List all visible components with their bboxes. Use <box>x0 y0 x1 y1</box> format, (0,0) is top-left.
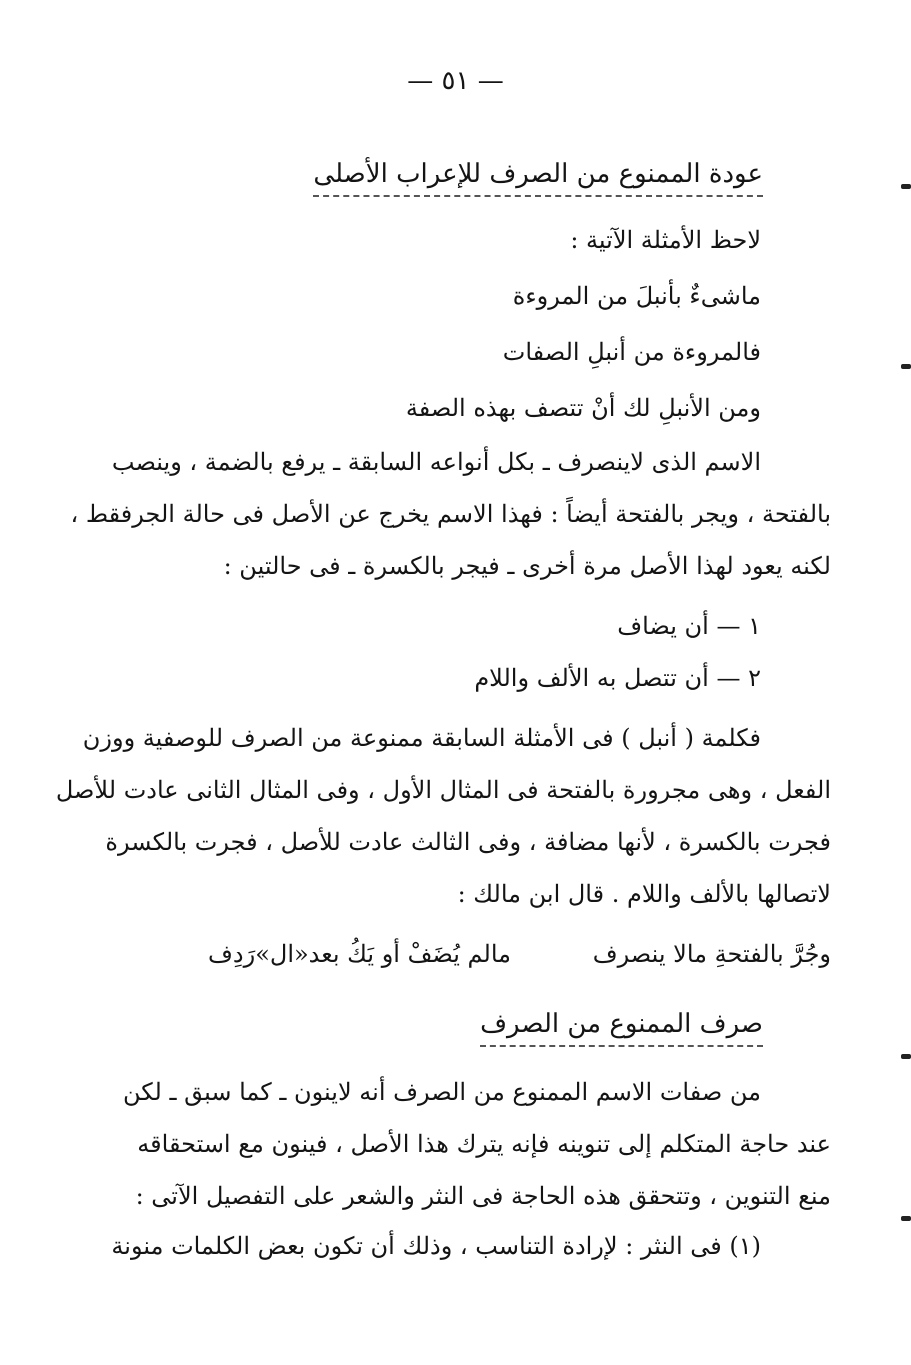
example-line: فالمروءة من أنبلِ الصفات <box>502 338 761 366</box>
paragraph-line: الفعل ، وهى مجرورة بالفتحة فى المثال الأول ، وفى المثال الثانى عادت للأصل <box>55 776 831 804</box>
paragraph-line: (١) فى النثر : لإرادة التناسب ، وذلك أن تكون بعض الكلمات منونة <box>111 1232 761 1260</box>
page-number: — ٥١ — <box>407 66 504 96</box>
case-item: ٢ — أن تتصل به الألف واللام <box>474 664 761 692</box>
paragraph-line: منع التنوين ، وتتحقق هذه الحاجة فى النثر والشعر على التفصيل الآتى : <box>135 1182 831 1210</box>
section-heading-text: عودة الممنوع من الصرف للإعراب الأصلى <box>313 159 763 197</box>
paragraph-line: لكنه يعود لهذا الأصل مرة أخرى ـ فيجر بالكسرة ـ فى حالتين : <box>223 552 831 580</box>
example-line: ومن الأنبلِ لك أنْ تتصف بهذه الصفة <box>405 394 761 422</box>
case-item: ١ — أن يضاف <box>617 612 761 640</box>
section-heading-sarf <box>480 1006 763 1042</box>
section-heading-text: صرف الممنوع من الصرف <box>480 1009 763 1047</box>
paragraph-line: عند حاجة المتكلم إلى تنوينه فإنه يترك هذا الأصل ، فينون مع استحقاقه <box>137 1130 831 1158</box>
scan-mark <box>901 1054 911 1059</box>
verse-hemistich-right: وجُرَّ بالفتحةِ مالا ينصرف <box>592 940 831 968</box>
examples-intro: لاحظ الأمثلة الآتية : <box>570 226 761 254</box>
section-heading-return <box>313 156 763 192</box>
scan-mark <box>901 184 911 189</box>
paragraph-line: لاتصالها بالألف واللام . قال ابن مالك : <box>457 880 831 908</box>
verse-hemistich-left: مالم يُضَفْ أو يَكُ بعد«ال»رَدِف <box>208 940 511 968</box>
example-line: ماشىءٌ بأنبلَ من المروءة <box>512 282 761 310</box>
paragraph-line: الاسم الذى لاينصرف ـ بكل أنواعه السابقة ـ يرفع بالضمة ، وينصب <box>111 448 761 476</box>
paragraph-line: فكلمة ( أنبل ) فى الأمثلة السابقة ممنوعة من الصرف للوصفية ووزن <box>82 724 761 752</box>
scan-mark <box>901 364 911 369</box>
paragraph-line: بالفتحة ، ويجر بالفتحة أيضاً : فهذا الاسم يخرج عن الأصل فى حالة الجرفقط ، <box>70 500 831 528</box>
scan-mark <box>901 1216 911 1221</box>
paragraph-line: فجرت بالكسرة ، لأنها مضافة ، وفى الثالث عادت للأصل ، فجرت بالكسرة <box>105 828 831 856</box>
paragraph-line: من صفات الاسم الممنوع من الصرف أنه لاينون ـ كما سبق ـ لكن <box>123 1078 761 1106</box>
